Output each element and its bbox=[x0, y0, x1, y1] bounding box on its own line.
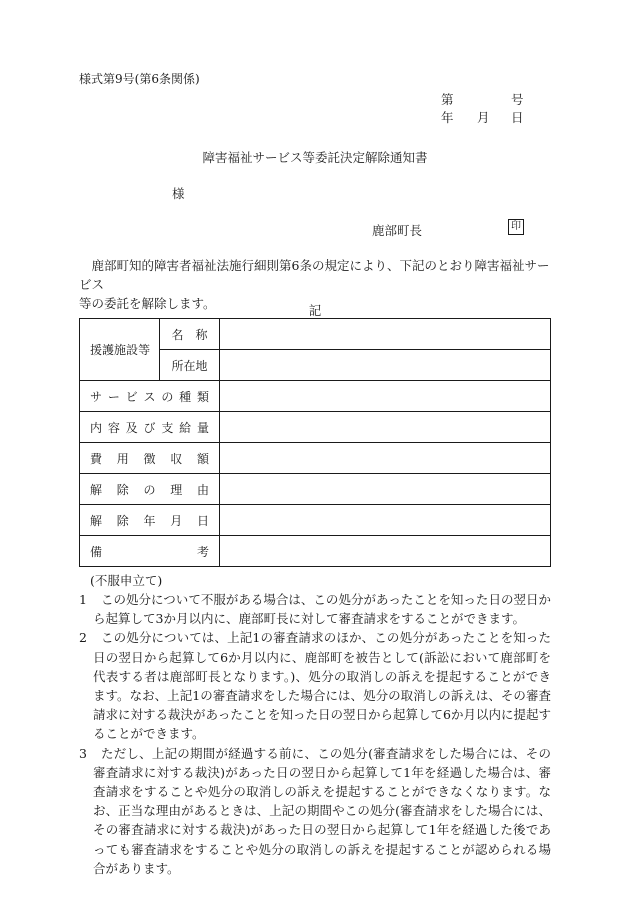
item-text: この処分について不服がある場合は、この処分があったことを知った日の翌日から起算して3か月以内に、鹿部町長に対して審査請求をすることができます。 bbox=[93, 592, 551, 627]
year-label: 年 bbox=[441, 110, 454, 125]
service-type-label-cell bbox=[80, 381, 220, 412]
facility-label: 援 護 施 設 等 bbox=[90, 343, 151, 357]
name-label: 名 称 bbox=[171, 327, 208, 342]
cancel-date-value-cell[interactable] bbox=[220, 505, 551, 536]
location-label: 所在地 bbox=[171, 358, 208, 373]
fee-label: 費 用 徴 収 額 bbox=[90, 451, 209, 466]
list-item bbox=[79, 590, 551, 628]
content-amount-value-cell[interactable] bbox=[220, 412, 551, 443]
fee-value-cell[interactable] bbox=[220, 443, 551, 474]
table-row bbox=[80, 474, 551, 505]
reason-label: 解 除 の 理 由 bbox=[90, 482, 209, 497]
body-line: 等の委託を解除します。 bbox=[79, 296, 216, 311]
table-row bbox=[80, 319, 551, 350]
remarks-value-cell[interactable] bbox=[220, 536, 551, 567]
fee-label-cell bbox=[80, 443, 220, 474]
number-prefix: 第 bbox=[441, 92, 454, 107]
body-line: 鹿部町知的障害者福祉法施行細則第6条の規定により、下記のとおり障害福祉サービス bbox=[79, 258, 550, 292]
location-value-cell[interactable] bbox=[220, 350, 551, 381]
seal-stamp: 印 bbox=[508, 219, 524, 235]
objection-heading: (不服申立て) bbox=[90, 573, 163, 588]
addressee-suffix: 様 bbox=[172, 186, 185, 201]
location-label-cell bbox=[160, 350, 220, 381]
item-text: ただし、上記の期間が経過する前に、この処分(審査請求をした場合には、その審査請求に対する裁決)があった日の翌日から起算して1年を経過した場合は、審査請求をすることや処分の取消しの訴えを提起することができなくなります。なお、正当な理由があるときは、上記の期間やこの処分(審査請求をした場合には、その審査請求に対する裁決)があった日の翌日から起算して1年を経過した後であっても審査請求をすることや処分の取消しの訴えを提起することが認められる場合があります。 bbox=[93, 745, 551, 876]
cancel-date-label-cell bbox=[80, 505, 220, 536]
name-label-cell bbox=[160, 319, 220, 350]
table-row bbox=[80, 505, 551, 536]
table-row bbox=[80, 381, 551, 412]
content-amount-label: 内 容 及 び 支 給 量 bbox=[90, 420, 209, 435]
ki-heading: 記 bbox=[308, 303, 322, 318]
list-item bbox=[79, 628, 551, 743]
table-row bbox=[80, 412, 551, 443]
month-label: 月 bbox=[477, 110, 490, 125]
cancel-date-label: 解 除 年 月 日 bbox=[90, 513, 209, 528]
service-type-label: サ ー ビ ス の 種 類 bbox=[90, 389, 209, 404]
item-text: この処分については、上記1の審査請求のほか、この処分があったことを知った日の翌日から起算して6か月以内に、鹿部町を被告として(訴訟において鹿部町を代表する者は鹿部町長となります。)、処分の取消しの訴えを提起することができます。なお、上記1の審査請求をした場合には、処分の取消しの訴えは、その審査請求に対する裁決があったことを知った日の翌日から起算して6か月以内に提起することができます。 bbox=[93, 630, 551, 742]
form-number: 様式第9号(第6条関係) bbox=[79, 72, 200, 86]
reason-value-cell[interactable] bbox=[220, 474, 551, 505]
document-title: 障害福祉サービス等委託決定解除通知書 bbox=[202, 150, 428, 165]
facility-label-cell bbox=[80, 319, 160, 381]
table-row bbox=[80, 443, 551, 474]
reason-label-cell bbox=[80, 474, 220, 505]
details-table bbox=[79, 318, 551, 567]
remarks-label: 備 考 bbox=[90, 544, 209, 559]
remarks-label-cell bbox=[80, 536, 220, 567]
item-number: 3 bbox=[79, 745, 87, 761]
list-item bbox=[79, 744, 551, 878]
item-number: 2 bbox=[79, 630, 87, 646]
number-suffix: 号 bbox=[511, 92, 524, 107]
service-type-value-cell[interactable] bbox=[220, 381, 551, 412]
objection-list bbox=[79, 590, 551, 878]
table-row bbox=[80, 536, 551, 567]
content-amount-label-cell bbox=[80, 412, 220, 443]
name-value-cell[interactable] bbox=[220, 319, 551, 350]
item-number: 1 bbox=[79, 592, 87, 607]
issuer-name: 鹿部町長 bbox=[372, 223, 423, 238]
day-label: 日 bbox=[511, 110, 524, 125]
